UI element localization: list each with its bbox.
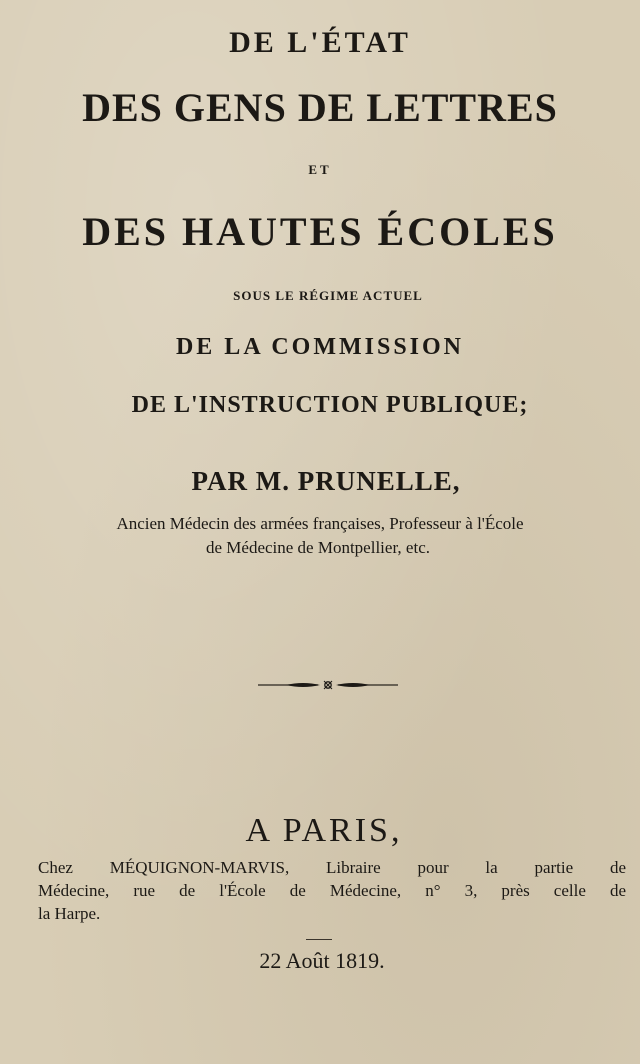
publisher-paragraph [38,856,626,925]
divider [306,939,332,940]
title-line-1: DE L'ÉTAT [229,26,411,59]
author-description-2: de Médecine de Montpellier, etc. [205,538,430,557]
publisher-line-1: Chez MÉQUIGNON-MARVIS, Libraire pour la partie de [38,858,626,877]
title-line-2: DES GENS DE LETTRES [82,85,558,130]
title-line-3: ET [308,162,332,177]
author-name: PAR M. PRUNELLE, [191,466,461,496]
ornament-rule-icon [258,678,398,692]
publisher-line-2: Médecine, rue de l'École de Médecine, n° 3, près celle de [38,881,626,900]
imprint-date: 22 Août 1819. [259,948,385,973]
publisher-line-3: la Harpe. [38,904,101,923]
title-line-7: DE L'INSTRUCTION PUBLIQUE; [131,392,529,418]
title-line-4: DES HAUTES ÉCOLES [82,209,558,254]
author-description-1: Ancien Médecin des armées françaises, Professeur à l'École [116,514,524,533]
title-line-5: SOUS LE RÉGIME ACTUEL [233,288,423,303]
imprint-city: A PARIS, [245,812,403,849]
title-line-6: DE LA COMMISSION [175,334,465,360]
